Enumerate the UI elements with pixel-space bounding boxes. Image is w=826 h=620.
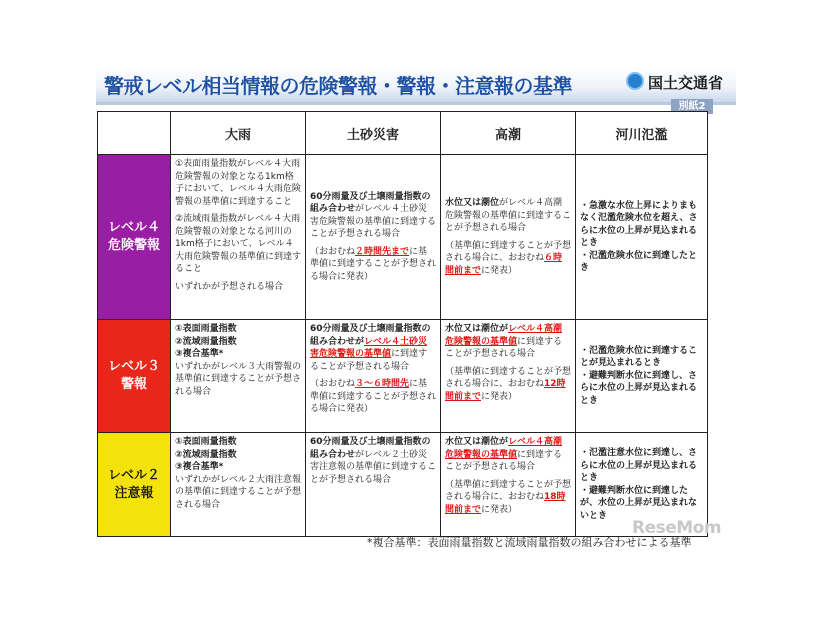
level4-sediment-lead-time: ２時間先まで	[355, 246, 410, 257]
level4-sediment-main: がレベル４土砂災害危険警報の基準値に到達することが予想される場合	[310, 204, 437, 240]
level2-rain-item-2: ②流域雨量指数	[175, 449, 237, 460]
level4-rain-condition: いずれかが予想される場合	[175, 281, 284, 292]
level4-sediment-lead: 60分雨量及び土壌雨量指数の組み合わせ	[310, 191, 431, 215]
level4-river-cell	[576, 155, 708, 320]
level3-sediment-note-a: （おおむね	[310, 379, 356, 389]
level2-rain-item-3: ③複合基準*	[175, 462, 224, 472]
level2-rain-condition: いずれかがレベル２大雨注意報の基準値に到達することが予想される場合	[175, 474, 302, 510]
level2-surge-main: に到達することが予想される場合	[445, 449, 563, 472]
level2-surge-mid: が	[499, 437, 509, 447]
level3-surge-lead-time: 12時間前まで	[445, 379, 566, 402]
corner-cell	[98, 112, 171, 155]
level3-sediment-main: に到達することが予想される場合	[310, 349, 428, 372]
level2-surge-note-b: に発表）	[481, 504, 518, 515]
level4-label-cell	[98, 155, 171, 320]
watermark-logo: ReseMom	[632, 518, 722, 538]
level3-surge-note-b: に発表）	[481, 391, 518, 402]
attachment-tag: 別紙2	[671, 99, 713, 114]
table-row-level2	[98, 433, 708, 537]
level3-sediment-mid: が	[355, 336, 365, 347]
level2-surge-lead-time: 18時間前まで	[445, 492, 566, 515]
level2-river-condition-2: ・避難判断水位に到達したが、水位の上昇が見込まれないとき	[580, 485, 698, 521]
level4-surge-note-a: （基準値に到達することが予想される場合に、おおむね	[445, 240, 572, 263]
level4-sediment-note-a: （おおむね	[310, 246, 356, 257]
level2-label: 注意報	[114, 485, 154, 501]
ministry-logo	[626, 72, 723, 93]
level4-river-condition-1: ・急激な水位上昇によりまもなく氾濫危険水位を超え、さらに水位の上昇が見込まれるとき	[580, 200, 698, 248]
criteria-table	[97, 111, 708, 537]
level4-rain-criterion-2: ②流域雨量指数がレベル４大雨危険警報の対象となる河川の1km格子において、レベル４大雨危険警報の基準値に到達すること	[175, 214, 302, 274]
level4-surge-lead-time: ６時間前まで	[445, 253, 563, 276]
level3-sediment-lead: 60分雨量及び土壌雨量指数の組み合わせ	[310, 324, 431, 347]
col-header-river: 河川氾濫	[576, 112, 708, 155]
ministry-emblem-icon	[626, 72, 644, 90]
level3-rain-item-3: ③複合基準*	[175, 349, 224, 359]
level2-label-cell	[98, 433, 171, 537]
level3-surge-main: に到達することが予想される場合	[445, 336, 563, 359]
level4-surge-cell	[441, 155, 576, 320]
level3-rain-condition: いずれかがレベル３大雨警報の基準値に到達することが予想される場合	[175, 361, 302, 397]
level3-sediment-lead-time: ３～６時間先	[355, 379, 410, 389]
level3-surge-lead: 水位又は潮位	[445, 324, 500, 334]
level3-label-cell	[98, 320, 171, 433]
level3-river-condition-2: ・避難判断水位に到達し、さらに水位の上昇が見込まれるとき	[580, 370, 698, 406]
table-row-level3	[98, 320, 708, 433]
level4-surge-main: がレベル４高潮危険警報の基準値に到達することが予想される場合	[445, 198, 572, 233]
level3-river-cell	[576, 320, 708, 433]
level3-surge-threshold: レベル４高潮危険警報の基準値	[445, 324, 563, 347]
level2-surge-threshold: レベル４高潮危険警報の基準値	[445, 437, 563, 460]
level2-surge-lead: 水位又は潮位	[445, 437, 500, 447]
footnote: *複合基準：表面雨量指数と流域雨量指数の組み合わせによる基準	[367, 536, 692, 549]
col-header-surge: 高潮	[441, 112, 576, 155]
level4-level: レベル４	[107, 220, 160, 235]
level4-label: 危険警報	[107, 238, 160, 253]
page-title: 警戒レベル相当情報の危険警報・警報・注意報の基準	[104, 74, 572, 98]
level2-surge-cell	[441, 433, 576, 537]
level3-surge-note-a: （基準値に到達することが予想される場合に、おおむね	[445, 366, 572, 389]
level4-surge-note-b: に発表）	[481, 265, 518, 276]
level2-sediment-main: がレベル２土砂災害注意報の基準値に到達することが予想される場合	[310, 449, 437, 485]
level4-sediment-note-b: に基準値に到達することが予想される場合に発表）	[310, 246, 437, 282]
level2-sediment-lead: 60分雨量及び土壌雨量指数の組み合わせ	[310, 437, 431, 460]
level2-rain-cell	[171, 433, 306, 537]
col-header-sediment: 土砂災害	[306, 112, 441, 155]
header-row	[98, 112, 708, 155]
level2-river-condition-1: ・氾濫注意水位に到達し、さらに水位の上昇が見込まれるとき	[580, 448, 698, 483]
level2-sediment-cell	[306, 433, 441, 537]
level4-rain-criterion-1: ①表面雨量指数がレベル４大雨危険警報の対象となる1km格子において、レベル４大雨危険警報の基準値に到達すること	[175, 159, 301, 207]
ministry-name: 国土交通省	[648, 74, 724, 92]
level3-river-condition-1: ・氾濫危険水位に到達することが見込まれるとき	[580, 345, 698, 369]
level3-surge-mid: が	[499, 324, 509, 334]
level3-level: レベル３	[107, 359, 160, 374]
level3-sediment-threshold: レベル４土砂災害危険警報の基準値	[310, 336, 428, 359]
level3-rain-item-2: ②流域雨量指数	[175, 336, 237, 347]
level3-label: 警報	[120, 377, 147, 392]
level3-surge-cell	[441, 320, 576, 433]
level4-river-condition-2: ・氾濫危険水位に到達したとき	[580, 250, 698, 273]
col-header-rain: 大雨	[171, 112, 306, 155]
table-row-level4	[98, 155, 708, 320]
level4-sediment-cell	[306, 155, 441, 320]
level3-rain-item-1: ①表面雨量指数	[175, 324, 237, 334]
level2-level: レベル２	[107, 467, 160, 483]
level4-rain-cell	[171, 155, 306, 320]
level2-rain-item-1: ①表面雨量指数	[175, 437, 237, 447]
level2-surge-note-a: （基準値に到達することが予想される場合に、おおむね	[445, 479, 572, 502]
level3-rain-cell	[171, 320, 306, 433]
level3-sediment-cell	[306, 320, 441, 433]
level4-surge-lead: 水位又は潮位	[445, 198, 500, 208]
level3-sediment-note-b: に基準値に到達することが予想される場合に発表）	[310, 379, 437, 414]
